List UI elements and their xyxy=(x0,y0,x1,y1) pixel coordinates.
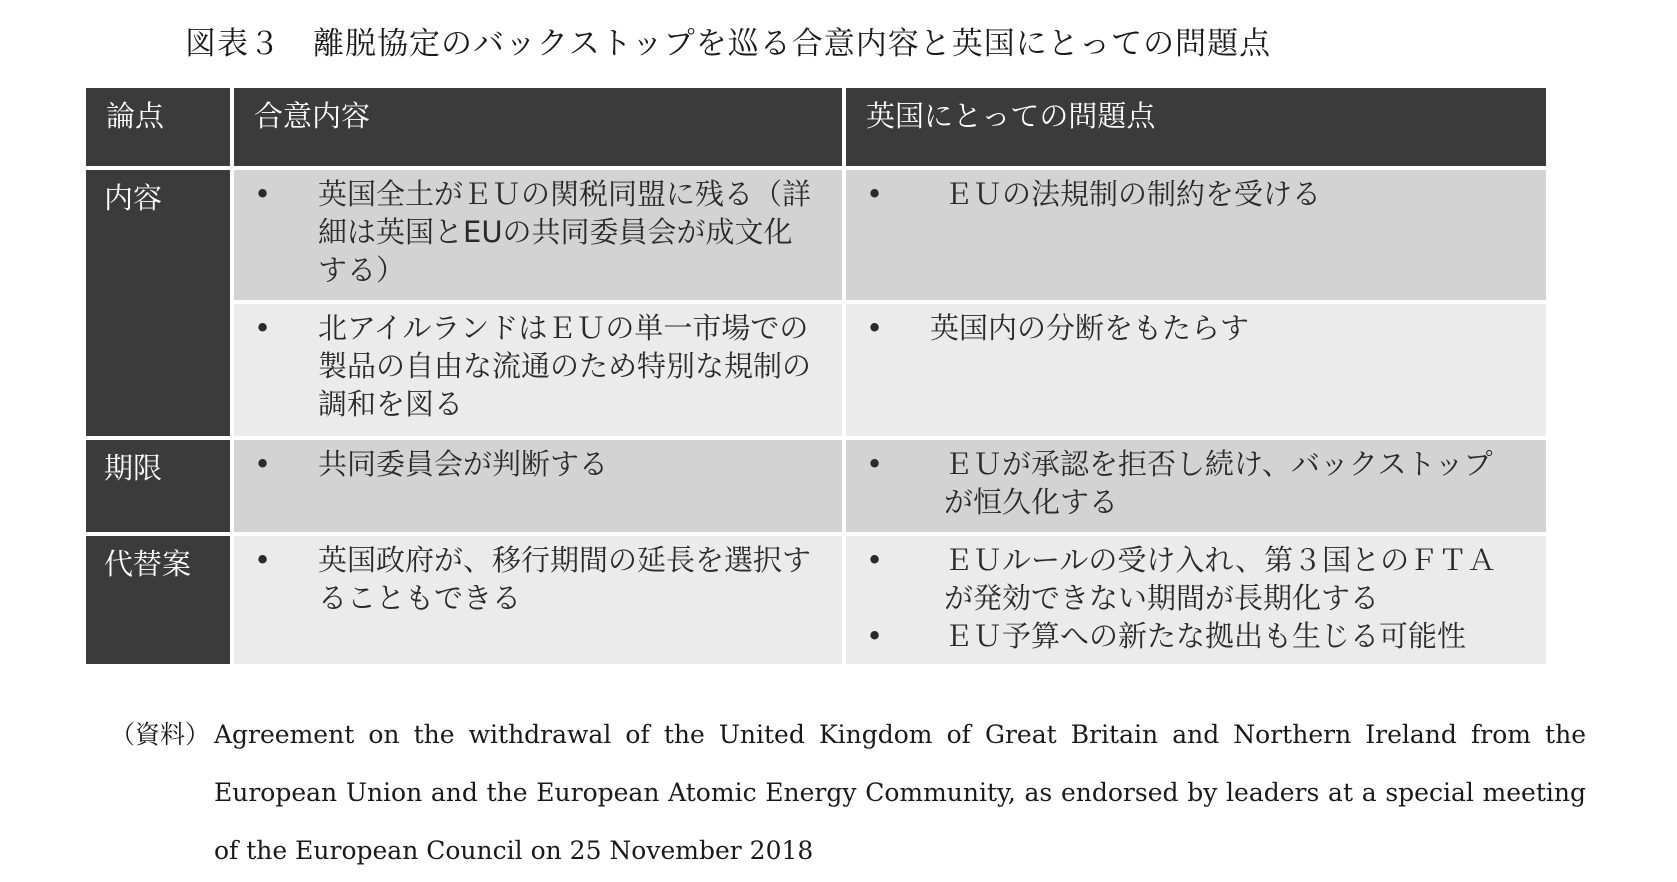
table-row xyxy=(86,170,1546,300)
table-row xyxy=(86,536,1546,664)
agreement-cell xyxy=(234,440,842,532)
problem-cell xyxy=(846,536,1546,664)
bullet-icon: • xyxy=(254,447,272,481)
list-item: • 英国全土がＥＵの関税同盟に残る（詳細は英国とEUの共同委員会が成文化する） xyxy=(254,177,812,287)
table-row xyxy=(86,440,1546,532)
agreement-cell xyxy=(234,304,842,436)
list-item: • 英国内の分断をもたらす xyxy=(866,311,1250,345)
list-item: • 共同委員会が判断する xyxy=(254,447,609,481)
bullet-icon: • xyxy=(254,311,272,345)
bullet-icon: • xyxy=(254,543,272,577)
list-item: • 英国政府が、移行期間の延長を選択することもできる xyxy=(254,543,812,615)
bullet-icon: • xyxy=(866,543,884,577)
header-agreement: 合意内容 xyxy=(234,88,842,166)
header-problem: 英国にとっての問題点 xyxy=(846,88,1546,166)
problem-cell xyxy=(846,440,1546,532)
list-item: • ＥＵの法規制の制約を受ける xyxy=(866,177,1322,211)
figure-title: 図表３ 離脱協定のバックストップを巡る合意内容と英国にとっての問題点 xyxy=(185,26,1272,62)
list-item: • ＥＵルールの受け入れ、第３国とのＦＴＡが発効できない期間が長期化する xyxy=(866,543,1497,615)
row-label-alternative: 代替案 xyxy=(86,536,230,664)
problem-cell xyxy=(846,304,1546,436)
table-header-row xyxy=(86,88,1546,166)
header-issue: 論点 xyxy=(86,88,230,166)
list-item: • ＥＵ予算への新たな拠出も生じる可能性 xyxy=(866,619,1467,653)
row-label-content: 内容 xyxy=(86,170,230,436)
list-item: • ＥＵが承認を拒否し続け、バックストップが恒久化する xyxy=(866,447,1493,519)
agreement-cell xyxy=(234,170,842,300)
bullet-icon: • xyxy=(866,311,884,345)
source-text: Agreement on the withdrawal of the United Kingdom of Great Britain and Northern Ireland from the European Union and the European Atomic Energy Community, as endorsed by leaders at a special meeting of the European Council on 25 November 2018 xyxy=(214,720,1586,865)
table-row xyxy=(86,304,1546,436)
list-item: • 北アイルランドはＥＵの単一市場での製品の自由な流通のため特別な規制の調和を図る xyxy=(254,311,812,421)
bullet-icon: • xyxy=(866,619,884,653)
source-note xyxy=(110,706,1590,880)
problem-cell xyxy=(846,170,1546,300)
backstop-table xyxy=(82,84,1550,668)
bullet-icon: • xyxy=(866,447,884,481)
source-label: （資料） xyxy=(110,720,211,749)
row-label-deadline: 期限 xyxy=(86,440,230,532)
bullet-icon: • xyxy=(866,177,884,211)
bullet-icon: • xyxy=(254,177,272,211)
agreement-cell xyxy=(234,536,842,664)
